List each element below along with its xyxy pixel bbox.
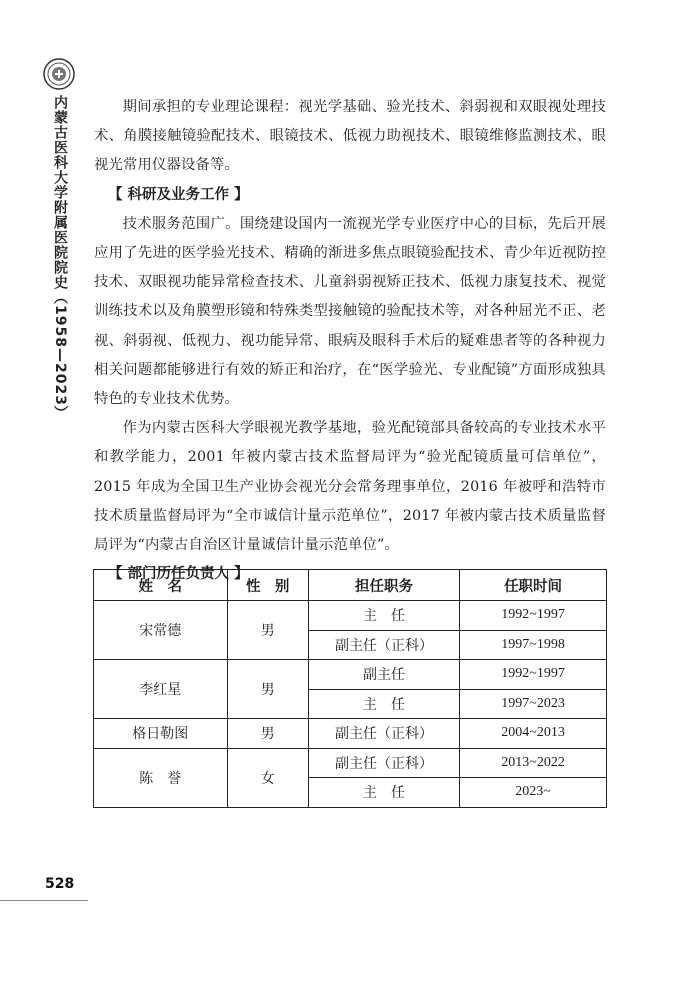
section-heading-research: 【 科研及业务工作 】: [108, 186, 249, 203]
cell-term: 1992~1997: [460, 601, 607, 631]
paragraph-achievements: 作为内蒙古医科大学眼视光教学基地，验光配镜部具备较高的专业技术水平和教学能力，2001 年被内蒙古技术监督局评为“验光配镜质量可信单位”，2015 年成为全国卫生产业协会视光分会常务理事单位，2016 年被呼和浩特市技术质量监督局评为“全市诚信计量示范单位”，2017 年被内蒙古技术质量监督局评为“内蒙古自治区计量诚信计量示范单位”。: [94, 420, 606, 554]
cell-position: 副主任（正科）: [308, 719, 459, 749]
table-header-row: [94, 570, 607, 601]
section-heading-leaders: 【 部门历任负责人 】: [108, 566, 249, 583]
header-position: 担任职务: [308, 570, 459, 601]
cell-term: 2004~2013: [460, 719, 607, 749]
header-name: 姓 名: [94, 570, 228, 601]
paragraph-courses: 期间承担的专业理论课程：视光学基础、验光技术、斜弱视和双眼视处理技术、角膜接触镜验配技术、眼镜技术、低视力助视技术、眼镜维修监测技术、眼视光常用仪器设备等。: [94, 99, 606, 174]
cell-gender: 女: [227, 748, 308, 807]
cell-term: 2023~: [460, 778, 607, 808]
cell-term: 1992~1997: [460, 660, 607, 690]
paragraph-services: 技术服务范围广。围绕建设国内一流视光学专业医疗中心的目标，先后开展应用了先进的医学验光技术、精确的渐进多焦点眼镜验配技术、青少年近视防控技术、双眼视功能异常检查技术、儿童斜弱视矫正技术、低视力康复技术、视觉训练技术以及角膜塑形镜和特殊类型接触镜的验配技术等，对各种屈光不正、老视、斜弱视、低视力、视功能异常、眼病及眼科手术后的疑难患者等的各种视力相关问题都能够进行有效的矫正和治疗，在“医学验光、专业配镜”方面形成独具特色的专业技术优势。: [94, 215, 606, 408]
cell-position: 副主任（正科）: [308, 748, 459, 778]
book-title-vertical: 内蒙古医科大学附属医院院史（1958—2023）: [52, 95, 68, 421]
page-number: 528: [45, 876, 75, 892]
cell-position: 主 任: [308, 778, 459, 808]
cell-term: 1997~1998: [460, 630, 607, 660]
table-row: [94, 748, 607, 778]
table-row: [94, 660, 607, 690]
cell-position: 主 任: [308, 689, 459, 719]
cell-term: 2013~2022: [460, 748, 607, 778]
table-row: [94, 601, 607, 631]
hospital-logo-icon: [43, 58, 75, 90]
page-number-rule: [0, 900, 88, 901]
cell-gender: 男: [227, 601, 308, 660]
cell-name: 宋常德: [94, 601, 228, 660]
leaders-table: [93, 569, 607, 808]
header-term: 任职时间: [460, 570, 607, 601]
cell-term: 1997~2023: [460, 689, 607, 719]
main-content: [94, 93, 606, 589]
cell-name: 格日勒图: [94, 719, 228, 749]
cell-position: 主 任: [308, 601, 459, 631]
cell-position: 副主任（正科）: [308, 630, 459, 660]
table-row: [94, 719, 607, 749]
cell-gender: 男: [227, 660, 308, 719]
header-gender: 性 别: [227, 570, 308, 601]
cell-position: 副主任: [308, 660, 459, 690]
cell-name: 李红星: [94, 660, 228, 719]
cell-name: 陈 誉: [94, 748, 228, 807]
cell-gender: 男: [227, 719, 308, 749]
